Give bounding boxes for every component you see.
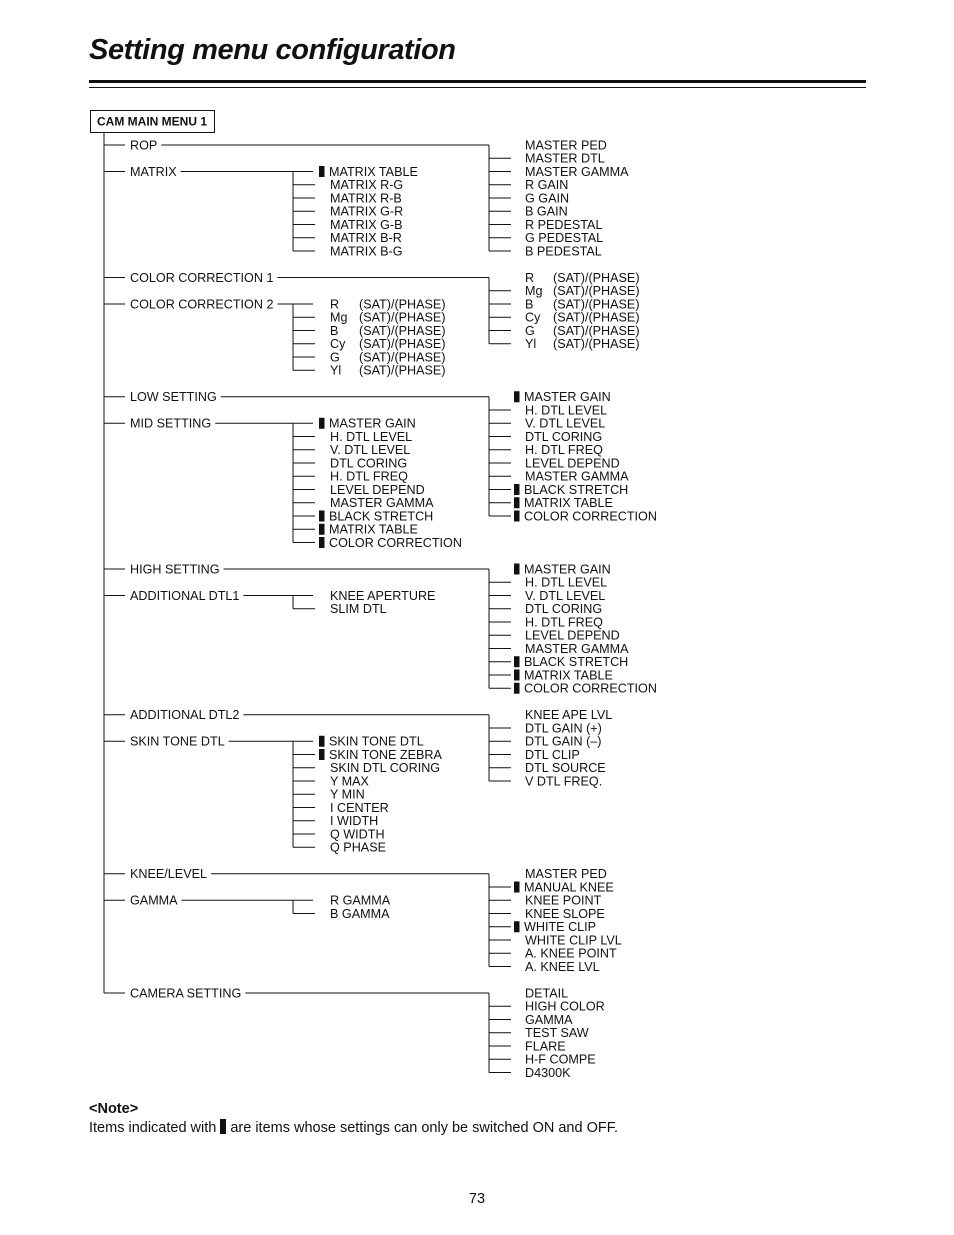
- submenu-item: MANUAL KNEE: [524, 880, 614, 895]
- submenu-item: Y MAX: [330, 774, 369, 789]
- submenu-item-value: (SAT)/(PHASE): [553, 284, 640, 299]
- menu-item-level1: LOW SETTING: [130, 390, 217, 405]
- submenu-item: KNEE APERTURE: [330, 588, 436, 603]
- submenu-item: COLOR CORRECTION: [524, 509, 657, 524]
- submenu-item: FLARE: [525, 1039, 566, 1054]
- submenu-item: H. DTL FREQ: [330, 469, 408, 484]
- note-title: <Note>: [89, 1101, 139, 1117]
- menu-item-level1: COLOR CORRECTION 1: [130, 270, 274, 285]
- submenu-item: COLOR CORRECTION: [329, 535, 462, 550]
- submenu-item: Cy: [330, 337, 346, 352]
- submenu-item: MATRIX TABLE: [524, 496, 613, 511]
- submenu-item: KNEE APE LVL: [525, 708, 613, 723]
- menu-item-level1: ROP: [130, 138, 158, 153]
- submenu-item: MASTER GAIN: [524, 390, 611, 405]
- submenu-item: DTL GAIN (+): [525, 721, 602, 736]
- submenu-item: V. DTL LEVEL: [525, 416, 606, 431]
- submenu-item: MATRIX G-R: [330, 204, 404, 219]
- submenu-item: H. DTL LEVEL: [525, 403, 608, 418]
- menu-item-level1: MATRIX: [130, 164, 177, 179]
- on-off-marker-icon: [319, 537, 325, 548]
- submenu-item: GAMMA: [525, 1012, 573, 1027]
- menu-item-level1: ADDITIONAL DTL2: [130, 708, 240, 723]
- submenu-item: G: [525, 323, 535, 338]
- note-text-after: are items whose settings can only be switched ON and OFF.: [230, 1120, 618, 1136]
- submenu-item: H. DTL LEVEL: [330, 429, 413, 444]
- submenu-item: SLIM DTL: [330, 602, 387, 617]
- on-off-marker-icon: [319, 511, 325, 522]
- menu-item-level1: COLOR CORRECTION 2: [130, 297, 274, 312]
- submenu-item: DTL CORING: [525, 429, 603, 444]
- on-off-marker-icon: [514, 497, 520, 508]
- submenu-item: V DTL FREQ.: [525, 774, 603, 789]
- submenu-item-value: (SAT)/(PHASE): [553, 270, 640, 285]
- submenu-item: H. DTL FREQ: [525, 443, 603, 458]
- on-off-marker-icon: [220, 1119, 226, 1134]
- submenu-item: MASTER GAMMA: [525, 164, 629, 179]
- submenu-item: MATRIX TABLE: [524, 668, 613, 683]
- menu-item-level1: ADDITIONAL DTL1: [130, 588, 240, 603]
- submenu-item: B PEDESTAL: [525, 244, 602, 259]
- submenu-item: LEVEL DEPEND: [525, 628, 620, 643]
- submenu-item: Yl: [525, 337, 537, 352]
- submenu-item: Y MIN: [330, 787, 365, 802]
- submenu-item: HIGH COLOR: [525, 999, 605, 1014]
- on-off-marker-icon: [319, 166, 325, 177]
- submenu-item: MATRIX R-B: [330, 191, 402, 206]
- on-off-marker-icon: [514, 683, 520, 694]
- submenu-item-value: (SAT)/(PHASE): [359, 350, 446, 365]
- submenu-item: DTL GAIN (–): [525, 734, 602, 749]
- submenu-item: DTL CLIP: [525, 747, 580, 762]
- submenu-item: MASTER PED: [525, 867, 607, 882]
- submenu-item: V. DTL LEVEL: [525, 588, 606, 603]
- submenu-item: R GAMMA: [330, 893, 391, 908]
- submenu-item: TEST SAW: [525, 1026, 589, 1041]
- submenu-item: I CENTER: [330, 800, 389, 815]
- on-off-marker-icon: [514, 391, 520, 402]
- submenu-item: Cy: [525, 310, 541, 325]
- submenu-item: MATRIX B-R: [330, 231, 402, 246]
- submenu-item: B GAIN: [525, 204, 568, 219]
- submenu-item: DTL CORING: [330, 456, 408, 471]
- menu-item-level1: GAMMA: [130, 893, 178, 908]
- page-title: Setting menu configuration: [89, 34, 456, 66]
- submenu-item: G: [330, 350, 340, 365]
- on-off-marker-icon: [514, 670, 520, 681]
- on-off-marker-icon: [319, 524, 325, 535]
- submenu-item: Yl: [330, 363, 342, 378]
- submenu-item: BLACK STRETCH: [524, 482, 629, 497]
- submenu-item: BLACK STRETCH: [329, 509, 434, 524]
- submenu-item: MASTER DTL: [525, 151, 605, 166]
- submenu-item: Q PHASE: [330, 840, 386, 855]
- submenu-item: G GAIN: [525, 191, 570, 206]
- submenu-item: WHITE CLIP LVL: [525, 933, 622, 948]
- submenu-item: H. DTL FREQ: [525, 615, 603, 630]
- on-off-marker-icon: [514, 484, 520, 495]
- submenu-item: A. KNEE LVL: [525, 959, 600, 974]
- submenu-item: SKIN TONE ZEBRA: [329, 747, 442, 762]
- note-text-before: Items indicated with: [89, 1120, 217, 1136]
- submenu-item-value: (SAT)/(PHASE): [359, 323, 446, 338]
- submenu-item: MASTER GAMMA: [330, 496, 434, 511]
- submenu-item: R: [525, 270, 535, 285]
- submenu-item: MATRIX B-G: [330, 244, 403, 259]
- submenu-item: B: [330, 323, 339, 338]
- menu-item-level1: KNEE/LEVEL: [130, 867, 208, 882]
- submenu-item-value: (SAT)/(PHASE): [359, 297, 446, 312]
- submenu-item: SKIN DTL CORING: [330, 761, 441, 776]
- menu-item-level1: MID SETTING: [130, 416, 212, 431]
- on-off-marker-icon: [514, 656, 520, 667]
- submenu-item: MATRIX TABLE: [329, 522, 418, 537]
- submenu-item: KNEE SLOPE: [525, 906, 605, 921]
- submenu-item: DETAIL: [525, 986, 569, 1001]
- submenu-item: G PEDESTAL: [525, 231, 604, 246]
- submenu-item-value: (SAT)/(PHASE): [359, 363, 446, 378]
- submenu-item: B GAMMA: [330, 906, 390, 921]
- submenu-item: Q WIDTH: [330, 827, 385, 842]
- submenu-item: R GAIN: [525, 178, 569, 193]
- submenu-item: H-F COMPE: [525, 1052, 596, 1067]
- submenu-item: DTL CORING: [525, 602, 603, 617]
- on-off-marker-icon: [514, 564, 520, 575]
- on-off-marker-icon: [319, 736, 325, 747]
- submenu-item: Mg: [330, 310, 348, 325]
- submenu-item: LEVEL DEPEND: [330, 482, 425, 497]
- submenu-item: V. DTL LEVEL: [330, 443, 411, 458]
- submenu-item: MATRIX TABLE: [329, 164, 418, 179]
- on-off-marker-icon: [514, 882, 520, 893]
- menu-item-level1: CAMERA SETTING: [130, 986, 242, 1001]
- submenu-item: MASTER GAIN: [524, 562, 611, 577]
- submenu-item: MATRIX G-B: [330, 217, 403, 232]
- menu-item-level1: HIGH SETTING: [130, 562, 220, 577]
- submenu-item: MASTER GAIN: [329, 416, 416, 431]
- submenu-item: R: [330, 297, 340, 312]
- on-off-marker-icon: [319, 418, 325, 429]
- submenu-item: MATRIX R-G: [330, 178, 404, 193]
- on-off-marker-icon: [514, 921, 520, 932]
- submenu-item: DTL SOURCE: [525, 761, 606, 776]
- submenu-item: MASTER PED: [525, 138, 607, 153]
- submenu-item-value: (SAT)/(PHASE): [553, 323, 640, 338]
- submenu-item: A. KNEE POINT: [525, 946, 617, 961]
- submenu-item-value: (SAT)/(PHASE): [553, 310, 640, 325]
- submenu-item: MASTER GAMMA: [525, 641, 629, 656]
- submenu-item: B: [525, 297, 534, 312]
- submenu-item: MASTER GAMMA: [525, 469, 629, 484]
- submenu-item: Mg: [525, 284, 543, 299]
- submenu-item: LEVEL DEPEND: [525, 456, 620, 471]
- submenu-item-value: (SAT)/(PHASE): [553, 337, 640, 352]
- menu-item-level1: SKIN TONE DTL: [130, 734, 225, 749]
- submenu-item: I WIDTH: [330, 814, 379, 829]
- submenu-item: H. DTL LEVEL: [525, 575, 608, 590]
- note-body: [89, 1119, 618, 1136]
- submenu-item: R PEDESTAL: [525, 217, 603, 232]
- submenu-item-value: (SAT)/(PHASE): [359, 337, 446, 352]
- submenu-item: COLOR CORRECTION: [524, 681, 657, 696]
- on-off-marker-icon: [514, 511, 520, 522]
- submenu-item: WHITE CLIP: [524, 920, 597, 935]
- submenu-item: KNEE POINT: [525, 893, 602, 908]
- page-number: 73: [468, 1191, 486, 1207]
- submenu-item: SKIN TONE DTL: [329, 734, 424, 749]
- submenu-item: D4300K: [525, 1065, 571, 1080]
- submenu-item-value: (SAT)/(PHASE): [359, 310, 446, 325]
- on-off-marker-icon: [319, 749, 325, 760]
- root-menu-label: CAM MAIN MENU 1: [97, 114, 207, 129]
- submenu-item: BLACK STRETCH: [524, 655, 629, 670]
- submenu-item-value: (SAT)/(PHASE): [553, 297, 640, 312]
